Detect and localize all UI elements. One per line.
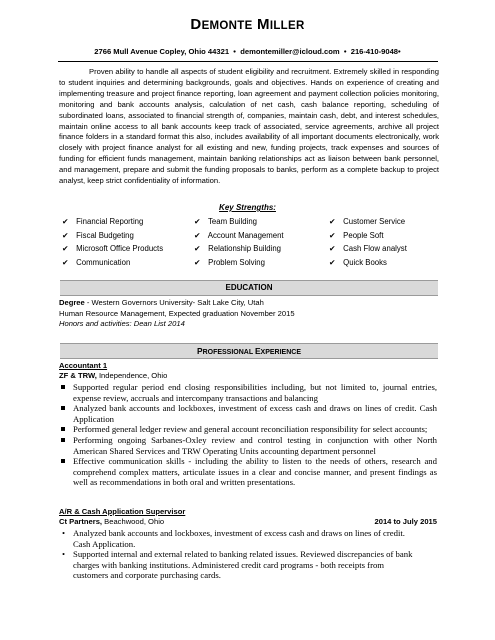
list-item: Effective communication skills - including the ability to listen to the needs of others, research and comprehend complex matters, articulate issues in a clear and concise manner, and present findings as well as recommendations in both oral and written presentations.	[59, 456, 437, 488]
check-icon: ✔	[329, 244, 336, 253]
job-dates: 2014 to July 2015	[374, 517, 437, 527]
check-icon: ✔	[329, 217, 336, 226]
square-bullet-icon	[61, 438, 65, 442]
program-line: Human Resource Management, Expected graduation November 2015	[59, 308, 295, 318]
list-item: Analyzed bank accounts and lockboxes, investment of excess cash and draws on lines of credit. Cash Application	[59, 403, 437, 424]
strength-item: ✔ Problem Solving	[194, 257, 265, 267]
job-title: A/R & Cash Application Supervisor	[59, 507, 186, 516]
list-item: • Supported internal and external related to banking related issues. Reviewed discrepancies of bank charges with banking institutions. Administered credit card programs - both receipts from customers and corporate purchasing cards.	[62, 549, 413, 581]
list-item: • Analyzed bank accounts and lockboxes, investment of excess cash and draws on lines of credit. Cash Application.	[62, 528, 405, 549]
check-icon: ✔	[62, 257, 69, 267]
job-1-header	[59, 361, 439, 382]
name-last-initial: M	[257, 16, 270, 33]
square-bullet-icon	[61, 459, 65, 463]
strength-item: ✔ Team Building	[194, 217, 258, 226]
job-2-header	[59, 507, 439, 528]
address: 2766 Mull Avenue Copley, Ohio 44321	[94, 47, 230, 56]
experience-heading-bar	[60, 343, 438, 359]
candidate-name	[0, 16, 495, 33]
list-item: Performing ongoing Sarbanes-Oxley review and control testing in conjunction with other North American Shared Services and TRW Operating Units accounting department personnel	[59, 435, 437, 456]
separator-dot: •	[233, 47, 236, 56]
list-item: Supported regular period end closing responsibilities including, but not limited to, journal entries, expense review, accruals and intercompany transactions and balancing	[59, 382, 437, 403]
square-bullet-icon	[61, 385, 65, 389]
strength-item: ✔ Account Management	[194, 230, 284, 240]
contact-line	[0, 47, 495, 56]
check-icon: ✔	[194, 230, 201, 240]
check-icon: ✔	[194, 217, 201, 226]
check-icon: ✔	[194, 257, 201, 267]
key-strengths-title: Key Strengths:	[219, 203, 276, 212]
strength-item: ✔ People Soft	[329, 230, 384, 240]
name-first-initial: D	[190, 16, 202, 33]
check-icon: ✔	[62, 230, 69, 240]
bullet-dot-icon: •	[62, 528, 66, 538]
strength-item: ✔ Relationship Building	[194, 244, 281, 253]
honors-line: Honors and activities: Dean List 2014	[59, 319, 185, 329]
check-icon: ✔	[62, 217, 69, 226]
education-heading: EDUCATION	[225, 283, 273, 292]
separator-dot: •	[343, 47, 347, 56]
education-heading-bar	[60, 280, 438, 296]
education-block	[59, 298, 439, 330]
check-icon: ✔	[194, 244, 201, 253]
separator-dot: •	[398, 47, 401, 56]
check-icon: ✔	[329, 230, 336, 240]
job-2-bullets	[59, 528, 421, 581]
job-company-line: ZF & TRW, Independence, Ohio	[59, 371, 168, 381]
bullet-dot-icon: •	[62, 549, 66, 560]
strength-item: ✔ Financial Reporting	[62, 217, 144, 226]
name-last-rest: ILLER	[269, 20, 305, 32]
strength-item: ✔ Customer Service	[329, 217, 406, 226]
summary-paragraph: Proven ability to handle all aspects of student eligibility and recruitment. Extremely skilled in responding to student inquiries and determining backgrounds, goals and objectives. Hands on experience of creating and implementing treasure and project finance reporting, loan agreement and payment collection policies monitoring, monitoring and bank accounts analysis, calculation of net cash, cash balance reporting, scheduling of subordinated loans, associated to financial strength of, companies, maintain cash, debt, and interest schedules, maintain online access to all bank accounts keep track of associated, service agreements, archive all project finance folders in a standard format this also, includes availability of all important documents electronically, work closely with project finance analyst for all existing and new, funding projects, track expenses and sources of funding for efficient funds management, maintain banking relationships act as liaison between bank personnel, and management, prepare and submit the funding proposals to banks, perform as a complete backup to project analyst, keep strict confidentiality of information.	[59, 67, 439, 186]
phone: 216-410-9048	[350, 47, 399, 56]
strength-item: ✔ Fiscal Budgeting	[62, 230, 134, 240]
square-bullet-icon	[61, 406, 65, 410]
strength-item: ✔ Quick Books	[329, 257, 387, 267]
check-icon: ✔	[329, 257, 336, 267]
square-bullet-icon	[61, 427, 65, 431]
list-item: Performed general ledger review and general account reconciliation responsibility for select accounts;	[59, 424, 437, 435]
check-icon: ✔	[62, 244, 69, 253]
job-1-bullets	[59, 382, 437, 488]
email: demontemiller@icloud.com	[240, 47, 340, 56]
strength-item: ✔ Microsoft Office Products	[62, 244, 164, 253]
name-first-rest: EMONTE	[201, 20, 253, 32]
degree-line: Degree - Western Governors University- Salt Lake City, Utah	[59, 298, 264, 307]
job-company-line: Ct Partners, Beachwood, Ohio 2014 to July 2015	[59, 517, 437, 527]
header-rule	[58, 61, 438, 62]
strength-item: ✔ Communication	[62, 257, 131, 267]
strength-item: ✔ Cash Flow analyst	[329, 244, 407, 253]
experience-heading: PROFESSIONAL EXPERIENCE	[196, 346, 302, 356]
job-title: Accountant 1	[59, 361, 108, 370]
